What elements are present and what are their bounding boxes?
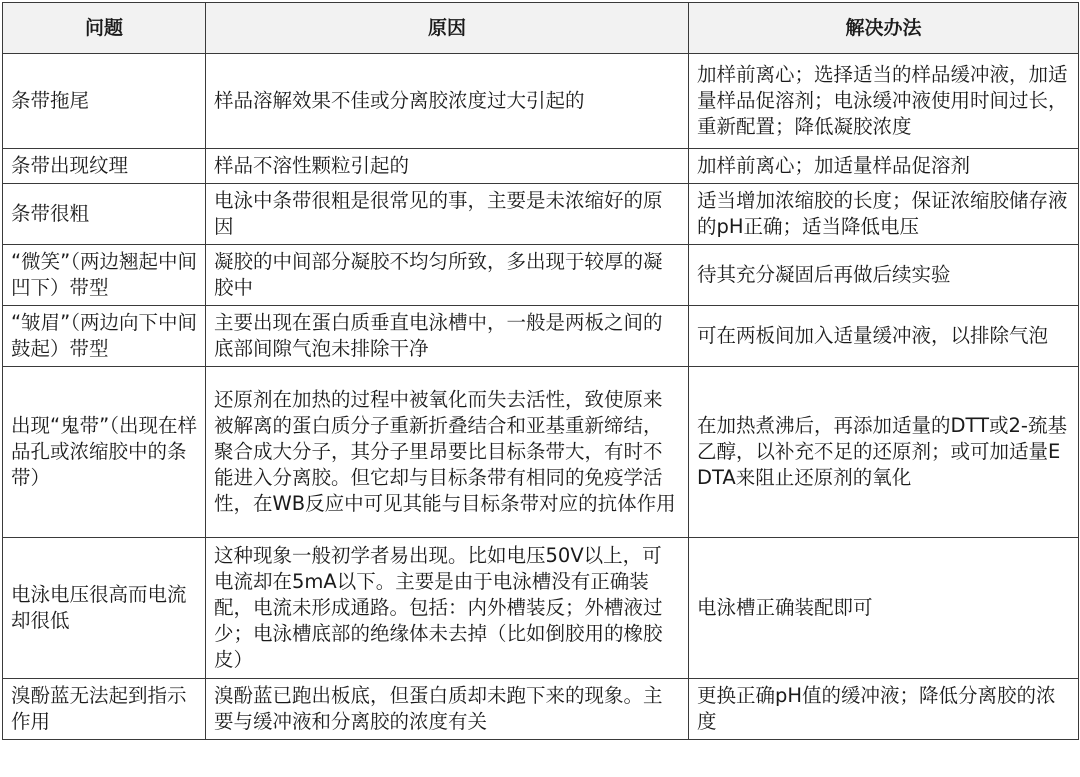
page: [0, 2, 1080, 777]
problem-cell: “微笑”（两边翘起中间凹下）带型: [3, 245, 206, 306]
table-row: [3, 306, 1079, 367]
cause-cell: 还原剂在加热的过程中被氧化而失去活性，致使原来被解离的蛋白质分子重新折叠结合和亚基重新缔结，聚合成大分子，其分子里昂要比目标条带大，有时不能进入分离胶。但它却与目标条带有相同的免疫学活性，在WB反应中可见其能与目标条带对应的抗体作用: [206, 367, 689, 538]
solution-cell: 待其充分凝固后再做后续实验: [689, 245, 1079, 306]
problem-cell: 条带出现纹理: [3, 149, 206, 184]
cause-cell: 样品不溶性颗粒引起的: [206, 149, 689, 184]
solution-cell: 可在两板间加入适量缓冲液，以排除气泡: [689, 306, 1079, 367]
problem-cell: 出现“鬼带”（出现在样品孔或浓缩胶中的条带）: [3, 367, 206, 538]
cause-cell: 电泳中条带很粗是很常见的事，主要是未浓缩好的原因: [206, 184, 689, 245]
table-row: [3, 245, 1079, 306]
problem-cell: “皱眉”（两边向下中间鼓起）带型: [3, 306, 206, 367]
solution-cell: 加样前离心；选择适当的样品缓冲液，加适量样品促溶剂；电泳缓冲液使用时间过长，重新配置；降低凝胶浓度: [689, 54, 1079, 149]
problem-cell: 溴酚蓝无法起到指示作用: [3, 679, 206, 740]
cause-cell: 凝胶的中间部分凝胶不均匀所致，多出现于较厚的凝胶中: [206, 245, 689, 306]
solution-cell: 加样前离心；加适量样品促溶剂: [689, 149, 1079, 184]
table-row: [3, 54, 1079, 149]
header-cause: 原因: [206, 3, 689, 54]
header-solution: 解决办法: [689, 3, 1079, 54]
table-row: [3, 149, 1079, 184]
header-problem: 问题: [3, 3, 206, 54]
solution-cell: 适当增加浓缩胶的长度；保证浓缩胶储存液的pH正确；适当降低电压: [689, 184, 1079, 245]
cause-cell: 主要出现在蛋白质垂直电泳槽中，一般是两板之间的底部间隙气泡未排除干净: [206, 306, 689, 367]
table-row: [3, 184, 1079, 245]
cause-cell: 这种现象一般初学者易出现。比如电压50V以上，可电流却在5mA以下。主要是由于电泳槽没有正确装配，电流未形成通路。包括：内外槽装反；外槽液过少；电泳槽底部的绝缘体未去掉（比如倒胶用的橡胶皮）: [206, 538, 689, 679]
table-row: [3, 538, 1079, 679]
cause-cell: 溴酚蓝已跑出板底，但蛋白质却未跑下来的现象。主要与缓冲液和分离胶的浓度有关: [206, 679, 689, 740]
problem-cell: 条带拖尾: [3, 54, 206, 149]
table-row: [3, 367, 1079, 538]
problem-cell: 电泳电压很高而电流却很低: [3, 538, 206, 679]
solution-cell: 更换正确pH值的缓冲液；降低分离胶的浓度: [689, 679, 1079, 740]
table-row: [3, 679, 1079, 740]
problem-cell: 条带很粗: [3, 184, 206, 245]
troubleshooting-table: [2, 2, 1079, 740]
cause-cell: 样品溶解效果不佳或分离胶浓度过大引起的: [206, 54, 689, 149]
table-header-row: [3, 3, 1079, 54]
solution-cell: 在加热煮沸后，再添加适量的DTT或2-巯基乙醇，以补充不足的还原剂；或可加适量EDTA来阻止还原剂的氧化: [689, 367, 1079, 538]
solution-cell: 电泳槽正确装配即可: [689, 538, 1079, 679]
